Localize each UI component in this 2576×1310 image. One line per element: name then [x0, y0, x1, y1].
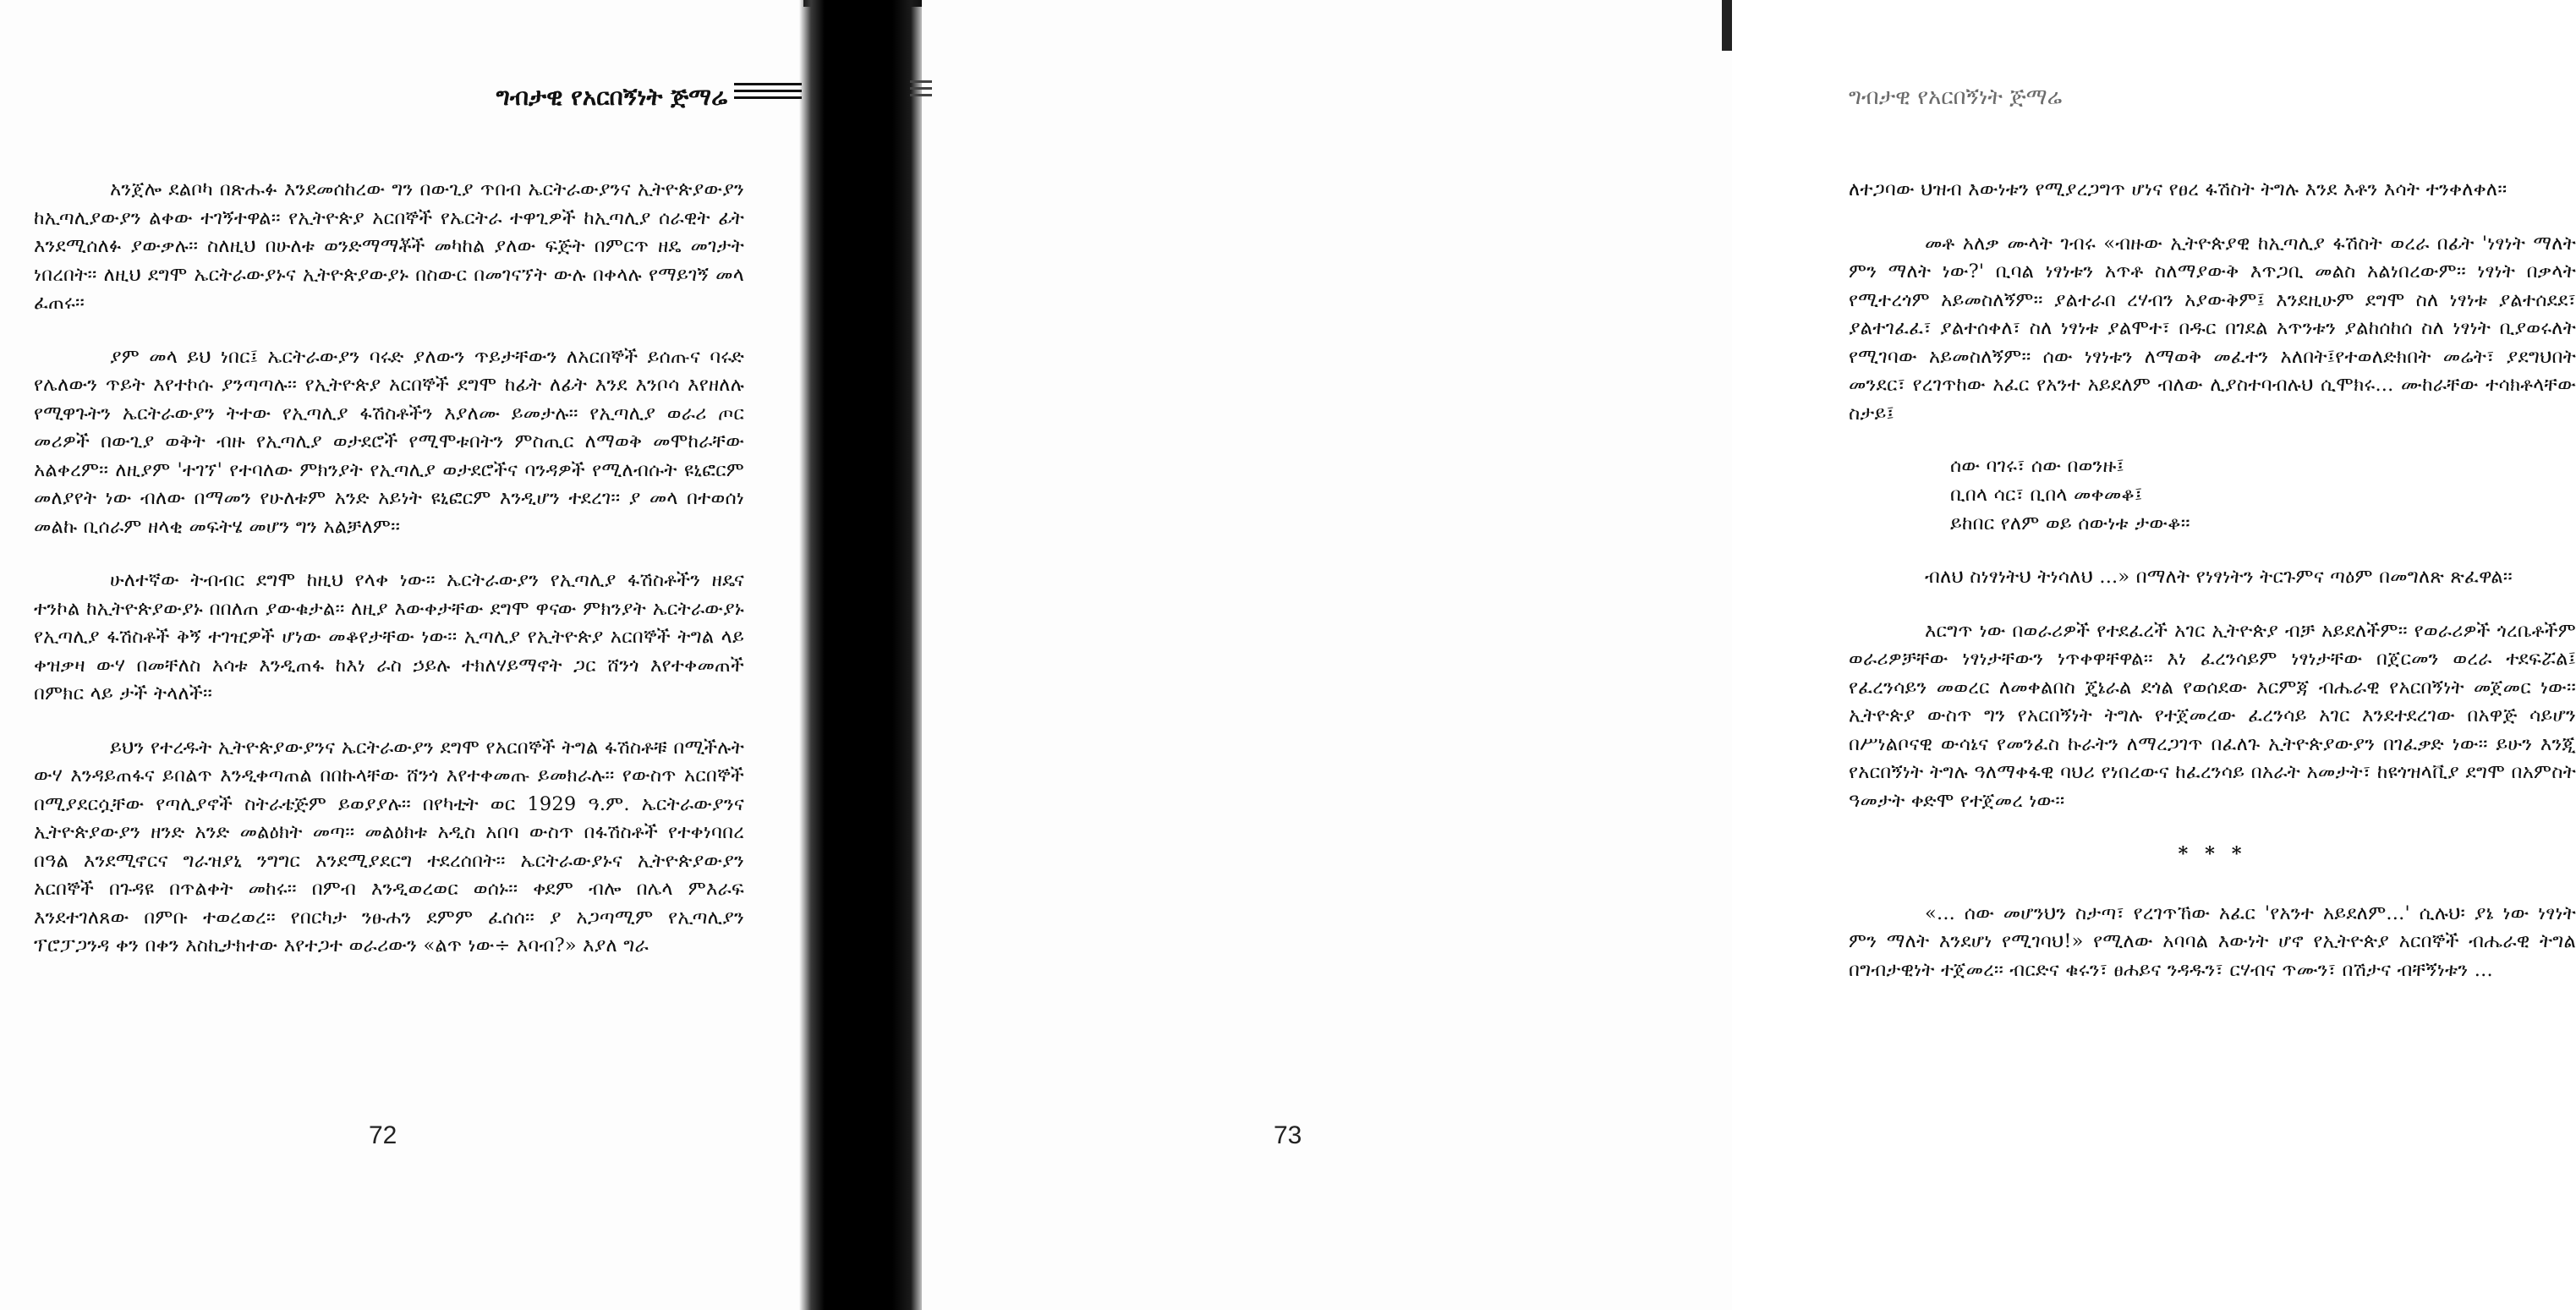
right-paragraph-1: ለተጋባው ህዝብ እውነቱን የሚያረጋግጥ ሆነና የፀረ ፋሽስት ትግሉ እንደ እቶን እሳት ተንቀለቀለ፡፡ [1849, 178, 2507, 200]
left-header-rules [734, 83, 802, 108]
poem [1950, 452, 2576, 538]
right-header-rules [910, 80, 932, 106]
left-paragraph-2: ያም መላ ይህ ነበር፤ ኤርትራውያን ባሩድ ያለውን ጥይታቸውን ለአርበኞች ይሰጡና ባሩድ የሌለውን ጥይት እየተኮሱ ያንጣጣሉ፡፡ የኢትዮጵያ አርበኞች ደግሞ ከፊት ለፊት እንደ እንቦሳ እየዘለሉ የሚዋጉትን ኤርትራውያን ትተው የኢጣሊያ ፋሽስቶችን እያለሙ ይመታሉ፡፡ የኢጣሊያ ወራሪ ጦር መሪዎች በውጊያ ወቅት ብዙ የኢጣሊያ ወታደሮች የሚሞቱበትን ምስጢር ለማወቅ መሞከራቸው አልቀረም፡፡ ለዚያም 'ተገኘ' የተባለው ምክንያት የኢጣሊያ ወታደሮችና ባንዳዎች የሚለብሱት ዩኒፎርም መለያየት ነው ብለው በማመን የሁለቱም አንድ አይነት ዩኒፎርም እንዲሆን ተደረገ፡፡ ያ መላ በተወሰነ መልኩ ቢሰራም ዘላቂ መፍትሄ መሆን ግን አልቻለም፡፡ [34, 345, 744, 538]
right-page [922, 0, 2576, 1310]
left-running-header: ግብታዊ የአርበኝነት ጅማሬ [496, 83, 727, 111]
left-paragraph-4: ይህን የተረዱት ኢትዮጵያውያንና ኤርትራውያን ደግሞ የአርበኞች ትግል ፋሽስቶቹ በሚችሉት ውሃ እንዳይጠፋና ይበልጥ እንዲቀጣጠል በበኩላቸው ሸንጎ እየተቀመጡ ይመክራሉ፡፡ የውስጥ አርበኞች በሚያደርሷቸው የጣሊያኖች ስትራቴጅም ይወያያሉ፡፡ በየካቲት ወር 1929 ዓ.ም. ኤርትራውያንና ኢትዮጵያውያን ዘንድ አንድ መልዕክት መጣ፡፡ መልዕክቱ አዲስ አበባ ውስጥ በፋሽስቶች የተቀነባበረ በዓል እንደሚኖርና ግራዝያኒ ንግግር እንደሚያደርግ ተደረሰበት፡፡ ኤርትራውያኑና ኢትዮጵያውያን አርበኞች በጉዳዩ በጥልቀት መከሩ፡፡ በምብ እንዲወረወር ወሰኑ፡፡ ቀደም ብሎ በሌላ ምእራፍ እንደተገለጸው በምቡ ተወረወረ፡፡ የበርካታ ንፁሐን ደምም ፈሰሰ፡፡ ያ አጋጣሚም የኢጣሊያን ፕሮፓጋንዳ ቀን በቀን እስኪታክተው እየተጋተ ወራሪውን «ልጥ ነው÷ እባብ?» እያለ ግራ [34, 736, 744, 956]
left-body-text [34, 176, 744, 986]
right-paragraph-3: ብለህ ስነፃነትህ ትነሳለህ ...» በማለት የነፃነትን ትርጉምና ጣዕም በመግለጽ ጽፈዋል፡፡ [1925, 566, 2513, 588]
section-separator: * * * [2178, 843, 2247, 865]
right-page-number: 73 [1274, 1121, 1302, 1149]
left-page [0, 0, 803, 1310]
left-page-number: 72 [369, 1121, 397, 1149]
right-body-text [1849, 176, 2576, 1010]
right-paragraph-2: መቶ አለቃ ሙላት ገብሩ «ብዙው ኢትዮጵያዊ ከኢጣሊያ ፋሽስት ወረራ በፊት 'ነፃነት ማለት ምን ማለት ነው?' ቢባል ነፃነቱን አጥቶ ስለማያውቅ እጥጋቢ መልስ አልነበረውም፡፡ ነፃነት በቃላት የሚተረጎም አይመስለኝም፡፡ ያልተራበ ረሃብን አያውቅም፤ እንደዚሁም ደግሞ ስለ ነፃነቱ ያልተሰደደ፣ ያልተገፈፈ፣ ያልተሰቀለ፣ ስለ ነፃነቱ ያልሞተ፣ በዱር በገደል አጥንቱን ያልከሰከሰ ስለ ነፃነት ቢያወሩለት የሚገባው አይመስለኝም፡፡ ሰው ነፃነቱን ለማወቅ መፈተን አለበት፤የተወለድክበት መሬት፣ ያደግህበት መንደር፣ የረገጥከው አፈር የአንተ አይደለም ብለው ሊያስተባብሉህ ሲሞክሩ... ሙከራቸው ተሳክቶላቸው ስታይ፤ [1849, 232, 2576, 425]
left-paragraph-1: አንጀሎ ደልቦካ በጽሑፉ እንደመሰከረው ግን በውጊያ ጥበብ ኤርትራውያንና ኢትዮጵያውያን ከኢጣሊያውያን ልቀው ተገኝተዋል፡፡ የኢትዮጵያ አርበኞች የኤርትራ ተዋጊዎች ከኢጣሊያ ሰራዊት ፊት እንደሚሰለፉ ያውቃሉ፡፡ ስለዚህ በሁለቱ ወንድማማቾች መካከል ያለው ፍጅት በምርጥ ዘዴ መገታት ነበረበት፡፡ ለዚህ ደግሞ ኤርትራውያኑና ኢትዮጵያውያኑ በስውር በመገናኘት ውሉ በቀላሉ የማይገኝ መላ ፈጠሩ፡፡ [34, 178, 744, 314]
book-gutter-shadow [799, 0, 926, 1310]
poem-line-1: ሰው ባገሩ፣ ሰው በወንዙ፤ [1950, 455, 2124, 477]
right-running-header: ግብታዊ የአርበኝነት ጅማሬ [1849, 84, 2063, 110]
left-paragraph-3: ሁለተኛው ትብብር ደግሞ ከዚህ የላቀ ነው፡፡ ኤርትራውያን የኢጣሊያ ፋሽስቶችን ዘዴና ተንኮል ከኢትዮጵያውያኑ በበለጠ ያውቁታል፡፡ ለዚያ እውቀታቸው ደግሞ ዋናው ምክንያት ኤርትራውያኑ የኢጣሊያ ፋሽስቶች ቅኝ ተገዢዎች ሆነው መቆየታቸው ነው፡፡ ኢጣሊያ የኢትዮጵያ አርበኞች ትግል ላይ ቀዝቃዛ ውሃ በመቸለስ አሳቱ እንዲጠፋ ከእነ ራስ ኃይሉ ተክለሃይማኖት ጋር ሸንጎ እየተቀመጠች በምክር ላይ ታች ትላለች፡፡ [34, 569, 744, 704]
right-edge-scan-mark [1722, 0, 1732, 51]
right-paragraph-5: «... ሰው መሆንህን ስታጣ፣ የረገጥኸው አፈር 'የአንተ አይደለም...' ሲሉህ፡ ያኔ ነው ነፃነት ምን ማለት እንደሆነ የሚገባህ!» የሚለው አባባል እውነት ሆኖ የኢትዮጵያ አርበኞች ብሔራዊ ትግል በግብታዊነት ተጀመረ፡፡ ብርድና ቁሩን፣ ፀሐይና ንዳዱን፣ ርሃብና ጥሙን፣ በሽታና ብቸኝነቱን ... [1849, 902, 2576, 981]
right-paragraph-4: እርግጥ ነው በወራሪዎች የተደፈረች አገር ኢትዮጵያ ብቻ አይደለችም፡፡ የወራሪዎች ጎረቤቶችም ወራሪዎቻቸው ነፃነታቸውን ነጥቀዋቸዋል፡፡ እነ ፈረንሳይም ነፃነታቸው በጀርመን ወረራ ተደፍሯል፤ የፈረንሳይን መወረር ለመቀልበስ ጄኔራል ደጎል የወሰደው እርምጃ ብሔራዊ የአርበኝነት መጀመር ነው፡፡ ኢትዮጵያ ውስጥ ግን የአርበኝነት ትግሉ የተጀመረው ፈረንሳይ አገር እንደተደረገው በአዋጅ ሳይሆን በሥነልቦናዊ ውሳኔና የመንፈስ ኩራትን ለማረጋገጥ በፈለጉ ኢትዮጵያውያን በገፈቃድ ነው፡፡ ይሁን እንጂ የአርበኝነት ትግሉ ዓለማቀፋዊ ባህሪ የነበረውና ከፈረንሳይ በአራት አመታት፣ ከዩጎዝላቪያ ደግሞ በአምስት ዓመታት ቀድሞ የተጀመረ ነው፡፡ [1849, 619, 2576, 812]
poem-line-3: ይከበር የለም ወይ ሰውነቱ ታውቆ፡፡ [1950, 512, 2190, 534]
poem-line-2: ቢበላ ሳር፣ ቢበላ መቀመቆ፤ [1950, 484, 2143, 506]
